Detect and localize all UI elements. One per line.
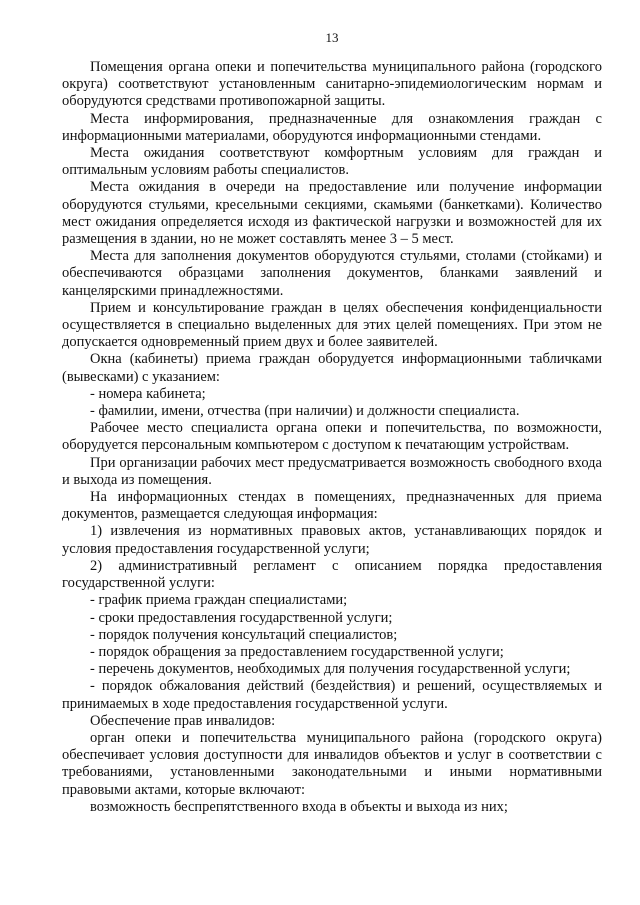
paragraph-barrier-free-entry: возможность беспрепятственного входа в объекты и выхода из них; <box>90 798 508 815</box>
list-item-admin-regulation: 2) административный регламент с описанием порядка предоставления государственной услуги: <box>62 557 602 592</box>
list-item-appeal-order: - порядок обжалования действий (бездействия) и решений, осуществляемых и принимаемых в ходе предоставления государственной услуги. <box>62 678 602 712</box>
paragraph-queue-seating: Места ожидания в очереди на предоставление или получение информации оборудуются стульями, кресельными секциями, скамьями (банкетками). Количество мест ожидания определяется исходя из фактической нагрузки и возможностей для их размещения в здании, но не может составлять менее 3 – 5 мест. <box>62 179 602 248</box>
page-number: 13 <box>325 30 339 45</box>
document-body <box>62 59 602 816</box>
list-item-consultation-order: - порядок получения консультаций специалистов; <box>90 626 398 643</box>
paragraph-document-filling: Места для заполнения документов оборудуются стульями, столами (стойками) и обеспечиваются образцами заполнения документов, бланками заявлений и канцелярскими принадлежностями. <box>62 248 602 299</box>
list-item-legal-extracts: 1) извлечения из нормативных правовых актов, устанавливающих порядок и условия предоставления государственной услуги; <box>62 523 602 557</box>
list-item-application-order: - порядок обращения за предоставлением государственной услуги; <box>90 643 504 660</box>
paragraph-free-access: При организации рабочих мест предусматривается возможность свободного входа и выхода из помещения. <box>62 454 602 488</box>
list-item-specialist-name: - фамилии, имени, отчества (при наличии) и должности специалиста. <box>90 403 520 420</box>
paragraph-accessibility-conditions: орган опеки и попечительства муниципального района (городского округа) обеспечивает условия доступности для инвалидов объектов и услуг в соответствии с требованиями, установленными законодательными и иными нормативными правовыми актами, которые включают: <box>62 729 602 798</box>
paragraph-premises: Помещения органа опеки и попечительства муниципального района (городского округа) соответствуют установленным санитарно-эпидемиологическим нормам и оборудуются средствами противопожарной защиты. <box>62 59 602 110</box>
paragraph-confidentiality: Прием и консультирование граждан в целях обеспечения конфиденциальности осуществляется в специально выделенных для этих целей помещениях. При этом не допускается одновременный прием двух и более заявителей. <box>62 299 602 351</box>
paragraph-windows-signs: Окна (кабинеты) приема граждан оборудуется информационными табличками (вывесками) с указанием: <box>62 351 602 385</box>
paragraph-waiting-places: Места ожидания соответствуют комфортным условиям для граждан и оптимальным условиям работы специалистов. <box>62 145 602 179</box>
paragraph-workplace-computer: Рабочее место специалиста органа опеки и попечительства, по возможности, оборудуется персональным компьютером с доступом к печатающим устройствам. <box>62 420 602 454</box>
list-item-service-terms: - сроки предоставления государственной услуги; <box>90 609 393 626</box>
paragraph-information-places: Места информирования, предназначенные для ознакомления граждан с информационными материалами, оборудуются информационными стендами. <box>62 110 602 144</box>
list-item-document-list: - перечень документов, необходимых для получения государственной услуги; <box>90 661 571 678</box>
paragraph-disability-rights-heading: Обеспечение прав инвалидов: <box>90 712 276 729</box>
paragraph-info-stands: На информационных стендах в помещениях, предназначенных для приема документов, размещается следующая информация: <box>62 489 602 523</box>
list-item-reception-schedule: - график приема граждан специалистами; <box>90 592 348 609</box>
list-item-room-number: - номера кабинета; <box>90 385 206 402</box>
